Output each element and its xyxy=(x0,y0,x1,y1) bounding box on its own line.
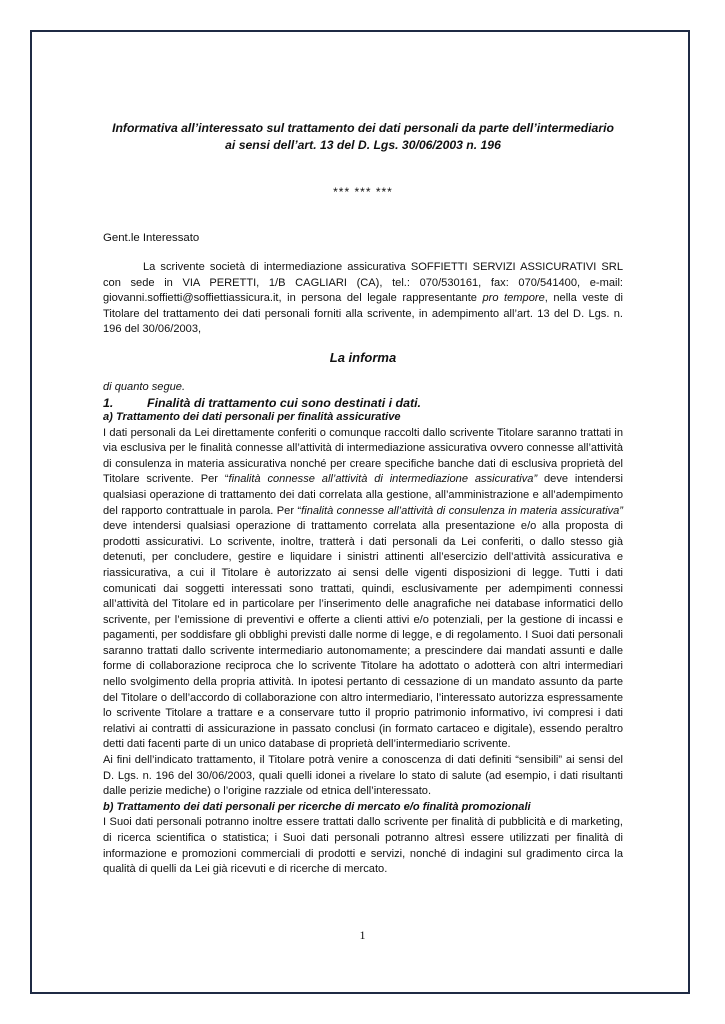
la-informa-heading: La informa xyxy=(329,349,397,365)
subsection-a-heading: a) Trattamento dei dati personali per finalità assicurative xyxy=(103,410,401,423)
separator-stars: *** *** *** xyxy=(333,185,393,199)
page-number: 1 xyxy=(359,928,366,942)
di-quanto-segue: di quanto segue. xyxy=(103,380,186,393)
paragraph-a-text-3: deve intendersi qualsiasi operazione di trattamento correlata alla presentazione e/o alla proposta di prodotti assicurativi. Lo scrivente, inoltre, tratterà i dati personali da Lei conferiti, o dallo stesso già detenuti, per concludere, gestire e liquidare i sinistri attinenti all’esercizio dell’attività assicurativa e riassicurativa, a cui il Titolare è autorizzato ai sensi delle vigenti disposizioni di legge. Tutti i dati comunicati dai soggetti interessati sono trattati, quindi, esclusivamente per adempimenti connessi all’attività del Titolare ed in particolare per l’inserimento delle anagrafiche nei database informatici dello scrivente, per l’emissione di preventivi e offerte a clienti attivi e/o potenziali, per la gestione di incassi e pagamenti, per soddisfare gli obblighi previsti dalle norme di legge, e di regolamento. I Suoi dati personali saranno trattati dallo scrivente intermediario autonomamente; a prescindere dai mandati assunti e dalle forme di collaborazione reciproca che lo scrivente Titolare ha adottato o adotterà con altri intermediari nello svolgimento della propria attività. In ipotesi pertanto di cessazione di un mandato assunto da parte del Titolare o dell’accordo di collaborazione con altro intermediario, l’interessato autorizza espressamente lo scrivente Titolare a trattare e a conservare tutto il proprio patrimonio informativo, ivi compresi i dati relativi ai contratti di assicurazione in passato conclusi (in formato cartaceo e digitale), essendo peraltro detti dati facenti parte di un unico database di proprietà dell’intermediario scrivente. xyxy=(103,520,623,751)
title-line-2: ai sensi dell’art. 13 del D. Lgs. 30/06/2003 n. 196 xyxy=(225,138,501,152)
document-body xyxy=(103,120,623,878)
intro-italic: pro tempore xyxy=(482,292,545,305)
section-1-number: 1. xyxy=(103,395,114,410)
title-line-1: Informativa all’interessato sul trattamento dei dati personali da parte dell’intermediario xyxy=(112,121,614,135)
paragraph-a-2: Ai fini dell’indicato trattamento, il Titolare potrà venire a conoscenza di dati definiti “sensibili” ai sensi del D. Lgs. n. 196 del 30/06/2003, quali quelli idonei a rivelare lo stato di salute (ad esempio, i dati risultanti dalle perizie mediche) o l’origine razziale od etnica dell’interessato. xyxy=(103,754,623,798)
paragraph-a xyxy=(103,426,623,753)
intro-text-2: , nella veste di Titolare del trattamento dei dati personali forniti alla scrivente, in adempimento all’art. 13 del D. Lgs. n. 196 del 30/06/2003, xyxy=(103,292,623,336)
paragraph-b: I Suoi dati personali potranno inoltre essere trattati dallo scrivente per finalità di pubblicità e di marketing, di ricerca scientifica o statistica; i Suoi dati personali potranno altresì essere utilizzati per finalità di informazione e promozioni commerciali di prodotti e servizi, nonché di indagini sul gradimento circa la qualità di quelli da Lei già ricevuti e di ricerche di mercato. xyxy=(103,816,623,876)
paragraph-a-italic-1: finalità connesse all’attività di intermediazione assicurativa” xyxy=(228,473,538,486)
paragraph-a-italic-2: finalità connesse all’attività di consulenza in materia assicurativa” xyxy=(301,504,623,517)
subsection-b-heading: b) Trattamento dei dati personali per ricerche di mercato e/o finalità promozionali xyxy=(103,800,531,813)
intro-text-1: La scrivente società di intermediazione assicurativa SOFFIETTI SERVIZI ASSICURATIVI SRL con sede in VIA PERETTI, 1/B CAGLIARI (CA), tel.: 070/530161, fax: 070/541400, e-mail: giovanni.soffietti@soffiettiassicura.it, in persona del legale rappresentante xyxy=(103,261,623,305)
section-1-heading xyxy=(103,396,623,410)
section-1-title: Finalità di trattamento cui sono destinati i dati. xyxy=(147,395,421,410)
paragraph-a-text-1: I dati personali da Lei direttamente conferiti o comunque raccolti dallo scrivente Titolare saranno trattati in via esclusiva per le finalità connesse all’attività di intermediazione assicurativa ovvero connesse all’attività di consulenza in materia assicurativa nonché per creare specifiche banche dati di esclusiva proprietà del Titolare scrivente. Per “ xyxy=(103,426,623,486)
salutation: Gent.le Interessato xyxy=(103,232,200,244)
intro-paragraph xyxy=(103,260,623,338)
document-title xyxy=(83,120,643,154)
paragraph-a-text-2: deve intendersi qualsiasi operazione di trattamento dei dati correlata alla gestione, all’amministrazione e all’adempimento del rapporto contrattuale in parola. Per “ xyxy=(103,473,623,517)
